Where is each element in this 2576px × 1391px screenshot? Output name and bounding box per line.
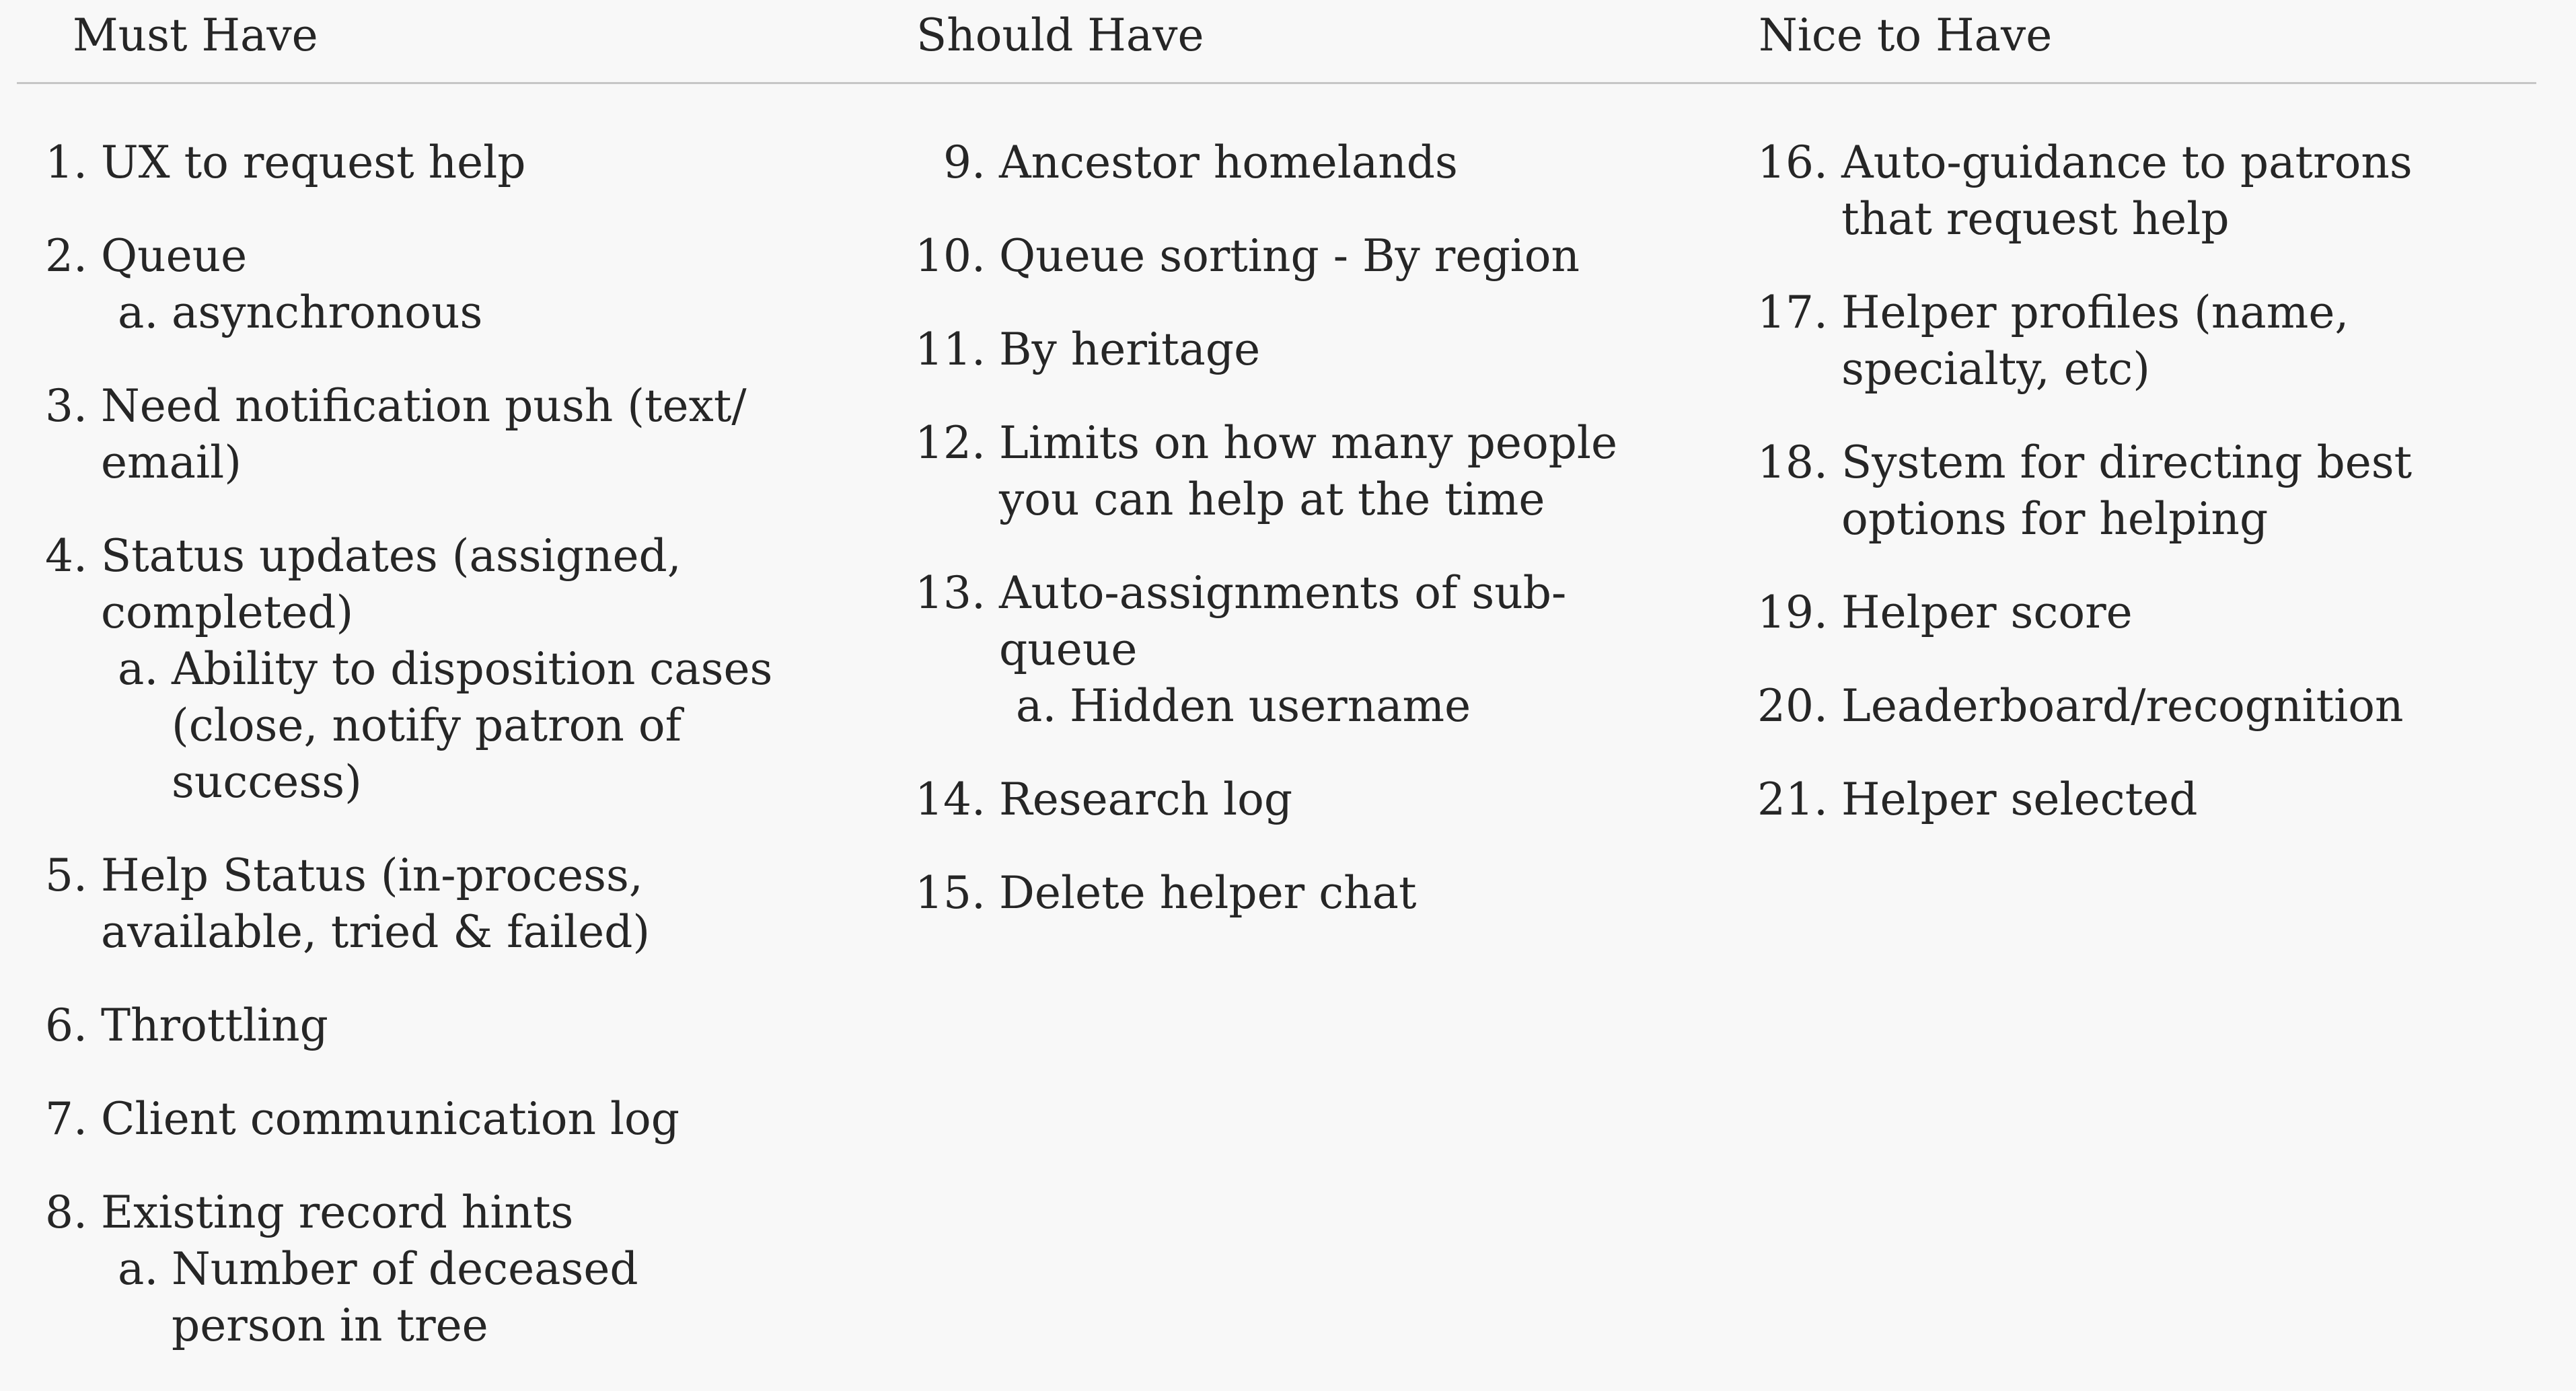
list-item xyxy=(912,415,1719,528)
list-item xyxy=(1754,585,2561,641)
item-number: 12. xyxy=(915,417,986,469)
list-item xyxy=(1754,772,2561,828)
sub-item-letter: a. xyxy=(118,1243,159,1295)
item-number: 8. xyxy=(45,1187,87,1238)
item-number: 6. xyxy=(45,1000,87,1051)
list-item xyxy=(13,135,807,191)
item-text: Queue xyxy=(101,230,248,282)
list-item xyxy=(1754,435,2561,548)
item-text: Status updates (assigned, completed) xyxy=(101,530,682,638)
list-item xyxy=(13,848,807,961)
item-text: UX to request help xyxy=(101,137,526,188)
column-header-row xyxy=(0,0,2576,84)
list-item xyxy=(1754,678,2561,735)
item-number: 18. xyxy=(1757,437,1828,488)
list-item xyxy=(13,1091,807,1148)
list-item xyxy=(1754,285,2561,398)
sub-item-text: Hidden username xyxy=(1070,680,1471,732)
item-number: 10. xyxy=(915,230,986,282)
item-text: Research log xyxy=(999,774,1293,825)
sub-item xyxy=(912,678,1719,735)
item-text: System for directing best options for helping xyxy=(1841,437,2413,545)
list-item xyxy=(912,135,1719,191)
item-text: Auto-guidance to patrons that request help xyxy=(1841,137,2413,245)
sub-item-text: Ability to disposition cases (close, notify patron of success) xyxy=(172,643,773,808)
item-number: 11. xyxy=(915,324,986,375)
list-item xyxy=(13,528,807,811)
list-item xyxy=(1754,135,2561,248)
list-item xyxy=(912,565,1719,735)
sub-item xyxy=(13,1241,807,1354)
item-number: 21. xyxy=(1757,774,1828,825)
sub-item xyxy=(13,285,807,341)
column-must-have xyxy=(13,135,807,1391)
header-nice-to-have: Nice to Have xyxy=(1759,9,2053,61)
item-text: Need notification push (text/ email) xyxy=(101,380,747,488)
item-text: Helper selected xyxy=(1841,774,2198,825)
item-text: Helper profiles (name, specialty, etc) xyxy=(1841,287,2349,395)
item-text: Delete helper chat xyxy=(999,867,1417,919)
sub-item xyxy=(13,641,807,811)
item-text: Existing record hints xyxy=(101,1187,574,1238)
sub-item-letter: a. xyxy=(118,287,159,338)
sub-item-letter: a. xyxy=(1016,680,1057,732)
item-text: Help Status (in-process, available, tried & failed) xyxy=(101,850,651,958)
item-text: Limits on how many people you can help at the time xyxy=(999,417,1618,525)
header-should-have: Should Have xyxy=(916,9,1204,61)
item-text: Auto-assignments of sub-queue xyxy=(999,567,1567,675)
item-number: 9. xyxy=(943,137,986,188)
item-number: 2. xyxy=(45,230,87,282)
list-item xyxy=(13,378,807,491)
item-text: By heritage xyxy=(999,324,1261,375)
item-number: 20. xyxy=(1757,680,1828,732)
column-should-have xyxy=(912,135,1719,958)
list-item xyxy=(13,228,807,341)
item-text: Queue sorting - By region xyxy=(999,230,1580,282)
sub-item-text: asynchronous xyxy=(172,287,483,338)
item-number: 1. xyxy=(45,137,87,188)
list-item xyxy=(13,998,807,1054)
item-number: 17. xyxy=(1757,287,1828,338)
item-number: 16. xyxy=(1757,137,1828,188)
item-number: 15. xyxy=(915,867,986,919)
header-must-have: Must Have xyxy=(73,9,318,61)
item-number: 19. xyxy=(1757,587,1828,638)
item-text: Throttling xyxy=(101,1000,328,1051)
item-number: 14. xyxy=(915,774,986,825)
list-item xyxy=(912,322,1719,378)
column-nice-to-have xyxy=(1754,135,2561,865)
item-number: 7. xyxy=(45,1093,87,1145)
header-divider xyxy=(17,82,2536,84)
item-number: 4. xyxy=(45,530,87,582)
item-number: 13. xyxy=(915,567,986,619)
list-item xyxy=(13,1185,807,1354)
list-item xyxy=(912,772,1719,828)
list-item xyxy=(912,228,1719,285)
sub-item-letter: a. xyxy=(118,643,159,695)
item-number: 5. xyxy=(45,850,87,901)
item-text: Ancestor homelands xyxy=(999,137,1458,188)
item-text: Helper score xyxy=(1841,587,2133,638)
item-number: 3. xyxy=(45,380,87,432)
sub-item-text: Number of deceased person in tree xyxy=(172,1243,638,1351)
list-item xyxy=(912,865,1719,922)
item-text: Leaderboard/recognition xyxy=(1841,680,2404,732)
item-text: Client communication log xyxy=(101,1093,680,1145)
